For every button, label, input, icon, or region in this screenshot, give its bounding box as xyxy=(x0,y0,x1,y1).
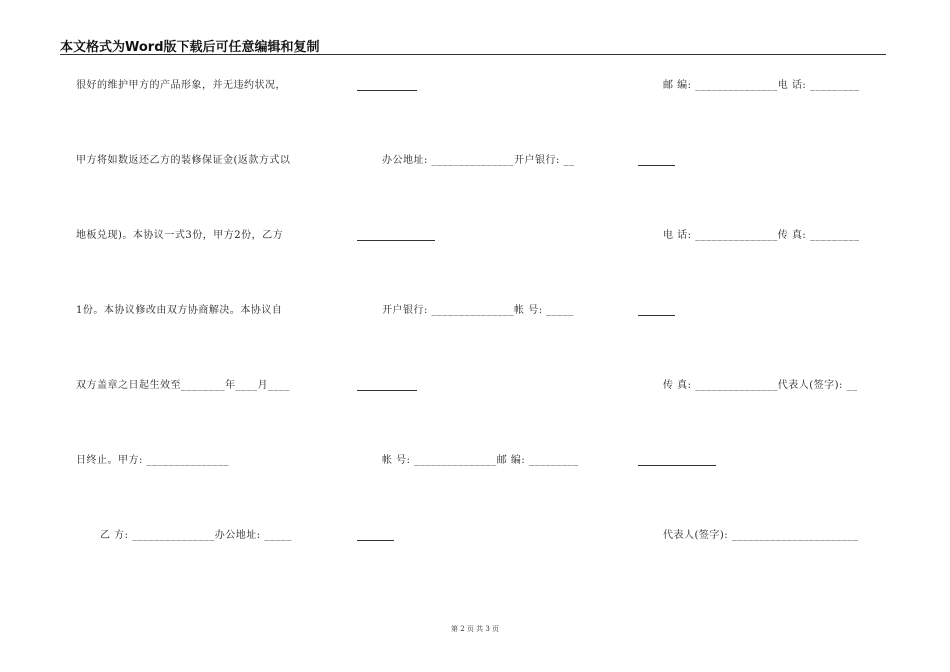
middle-line-2: 开户银行: _______________帐 号: _____ xyxy=(382,305,574,316)
left-line-2: 甲方将如数返还乙方的装修保证金(返款方式以 xyxy=(76,155,291,166)
left-line-7: 乙 方: _______________办公地址: _____ xyxy=(100,530,292,541)
blank-line xyxy=(638,465,716,466)
right-line-3: 传 真: _______________代表人(签字): __ xyxy=(663,380,858,391)
left-line-5: 双方盖章之日起生效至________年____月____ xyxy=(76,380,290,391)
left-line-6: 日终止。甲方: _______________ xyxy=(76,455,230,466)
left-line-3: 地板兑现)。本协议一式3份，甲方2份，乙方 xyxy=(76,230,284,241)
middle-line-1: 办公地址: _______________开户银行: __ xyxy=(382,155,575,166)
left-line-1: 很好的维护甲方的产品形象，并无违约状况， xyxy=(76,80,286,91)
blank-line xyxy=(357,240,435,241)
blank-line xyxy=(638,165,675,166)
right-line-1: 邮 编: _______________电 话: _________ xyxy=(663,80,860,91)
page-number: 第 2 页 共 3 页 xyxy=(450,625,500,633)
left-line-4: 1份。本协议修改由双方协商解决。本协议自 xyxy=(76,305,283,316)
blank-line xyxy=(357,390,417,391)
header-title: 本文格式为Word版下载后可任意编辑和复制 xyxy=(60,40,320,55)
blank-line xyxy=(357,540,394,541)
document-header xyxy=(60,36,886,55)
right-line-4: 代表人(签字): _______________________ xyxy=(663,530,859,541)
blank-line xyxy=(638,315,675,316)
blank-line xyxy=(357,90,417,91)
middle-line-3: 帐 号: _______________邮 编: _________ xyxy=(382,455,579,466)
right-line-2: 电 话: _______________传 真: _________ xyxy=(663,230,860,241)
